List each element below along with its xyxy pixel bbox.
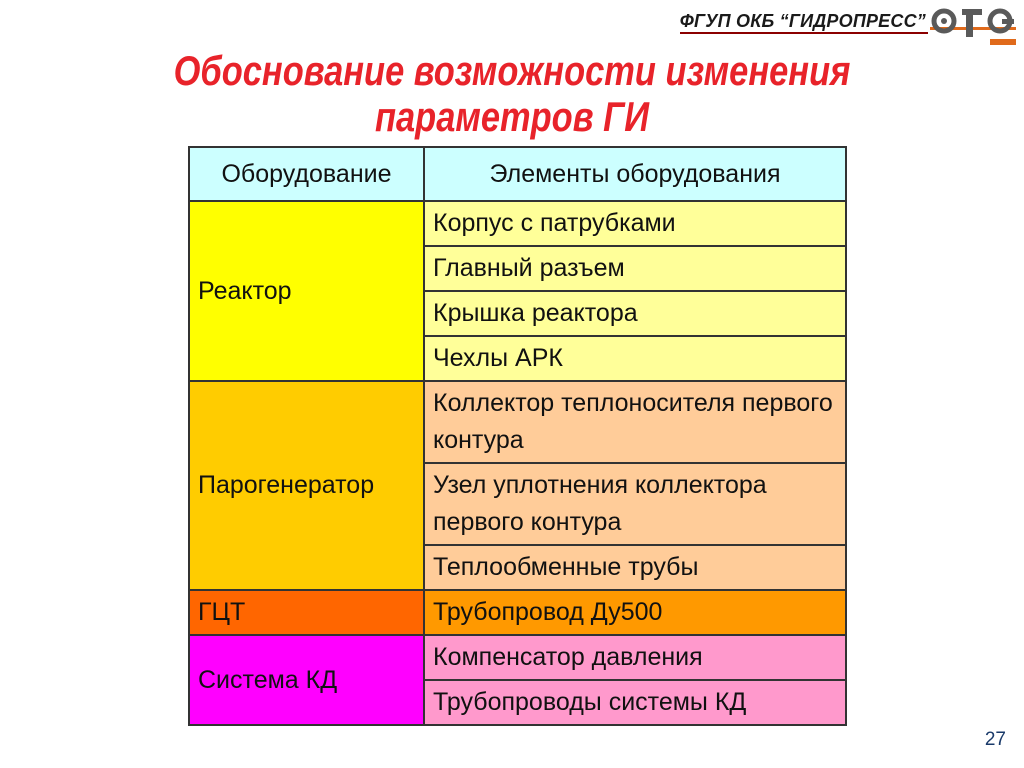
organization-name: ФГУП ОКБ “ГИДРОПРЕСС”	[679, 11, 926, 31]
group-cell-gct: ГЦТ	[189, 590, 424, 635]
element-cell: Трубопроводы системы КД	[424, 680, 846, 725]
brand-header	[680, 5, 1016, 47]
element-cell: Компенсатор давления	[424, 635, 846, 680]
element-cell: Трубопровод Ду500	[424, 590, 846, 635]
table-row	[189, 590, 846, 635]
element-cell: Узел уплотнения коллектора первого контура	[424, 463, 846, 545]
element-cell: Чехлы АРК	[424, 336, 846, 381]
group-cell-reactor: Реактор	[189, 201, 424, 381]
group-cell-pressurizer-system: Система КД	[189, 635, 424, 725]
element-cell: Главный разъем	[424, 246, 846, 291]
table-row	[189, 635, 846, 680]
header-elements: Элементы оборудования	[424, 147, 846, 201]
element-cell: Корпус с патрубками	[424, 201, 846, 246]
table-row	[189, 381, 846, 463]
gidropress-logo-icon	[930, 5, 1016, 47]
slide-title-line2: параметров ГИ	[374, 93, 649, 140]
page-number: 27	[984, 729, 1006, 750]
element-cell: Теплообменные трубы	[424, 545, 846, 590]
header-equipment: Оборудование	[189, 147, 424, 201]
element-cell: Крышка реактора	[424, 291, 846, 336]
group-cell-steam-generator: Парогенератор	[189, 381, 424, 590]
element-cell: Коллектор теплоносителя первого контура	[424, 381, 846, 463]
table-row	[189, 201, 846, 246]
slide-title-line1: Обоснование возможности изменения	[173, 47, 851, 94]
slide-title	[92, 48, 932, 140]
table-header-row	[189, 147, 846, 201]
brand-underline	[680, 32, 928, 34]
equipment-table	[188, 146, 847, 726]
